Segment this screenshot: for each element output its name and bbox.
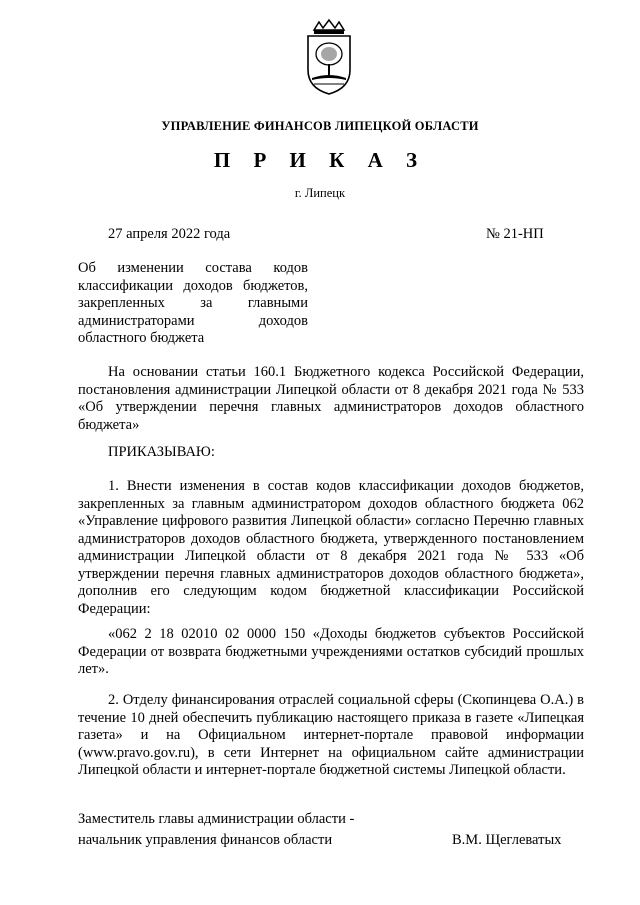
basis-paragraph <box>78 364 584 434</box>
document-type-heading: П Р И К А З <box>213 148 427 172</box>
document-subject: Об изменении состава кодов классификации доходов бюджетов, закрепленных за главными администраторами доходов областного бюджета <box>78 260 308 346</box>
order-item-2-text: 2. Отделу финансирования отраслей социальной сферы (Скопинцева О.А.) в течение 10 дней обеспечить публикацию настоящего приказа в газете «Липецкая газета» и на Официальном интернет-портале правовой информации (www.pravo.gov.ru), в сети Интернет на официальном сайте администрации Липецкой области и интернет-портале бюджетной системы Липецкой области. <box>78 692 584 778</box>
signer-position-line-1: Заместитель главы администрации области - <box>78 811 355 827</box>
budget-code-paragraph <box>78 626 584 679</box>
order-item-1 <box>78 478 584 618</box>
basis-text: На основании статьи 160.1 Бюджетного кодекса Российской Федерации, постановления администрации Липецкой области от 8 декабря 2021 года № 533 «Об утверждении перечня главных администраторов доходов областного бюджета» <box>78 364 584 433</box>
order-item-1-text: 1. Внести изменения в состав кодов классификации доходов бюджетов, закрепленных за главным администратором доходов областного бюджета 062 «Управление цифрового развития Липецкой области» согласно Перечню главных администраторов доходов областного бюджета, утвержденного постановлением администрации Липецкой области от 8 декабря 2021 года № 533 «Об утверждении перечня главных администраторов доходов областного бюджета», дополнив его следующим кодом бюджетной классификации Российской Федерации: <box>78 478 584 617</box>
city-label: г. Липецк <box>294 186 346 200</box>
order-word: ПРИКАЗЫВАЮ: <box>108 444 215 460</box>
organization-title: УПРАВЛЕНИЕ ФИНАНСОВ ЛИПЕЦКОЙ ОБЛАСТИ <box>161 119 479 133</box>
signer-name: В.М. Щеглеватых <box>452 832 562 848</box>
lipetsk-coat-of-arms-icon <box>300 18 358 96</box>
document-number: № 21-НП <box>486 226 544 242</box>
budget-code-text: «062 2 18 02010 02 0000 150 «Доходы бюджетов субъектов Российской Федерации от возврата бюджетными учреждениями остатков субсидий прошлых лет». <box>78 626 584 677</box>
signer-position-line-2: начальник управления финансов области <box>78 832 333 848</box>
order-item-2 <box>78 692 584 780</box>
document-date: 27 апреля 2022 года <box>108 226 231 242</box>
